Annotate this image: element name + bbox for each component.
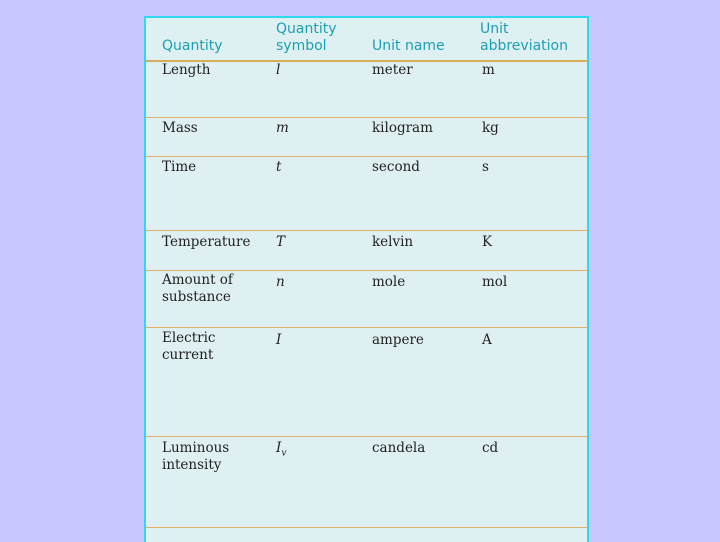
row-divider: [146, 270, 587, 271]
row-unit-name: kilogram: [372, 120, 433, 136]
row-symbol: I: [276, 332, 282, 348]
row-quantity: Temperature: [162, 234, 251, 250]
row-symbol: T: [276, 234, 286, 250]
row-quantity: Mass: [162, 120, 198, 136]
table-header: [146, 18, 587, 60]
row-abbreviation: mol: [482, 274, 508, 290]
row-symbol: n: [276, 274, 285, 290]
header-quantity-symbol: Quantity symbol: [276, 21, 337, 54]
row-unit-name: kelvin: [372, 234, 414, 250]
row-divider: [146, 327, 587, 328]
row-unit-name: mole: [372, 274, 406, 290]
row-symbol: $I_v$: [276, 440, 287, 459]
row-abbreviation: K: [482, 234, 493, 250]
row-divider: [146, 527, 587, 528]
row-abbreviation: cd: [482, 440, 499, 456]
si-units-table: [144, 16, 589, 542]
row-unit-name: ampere: [372, 332, 424, 348]
row-quantity: Length: [162, 62, 211, 78]
header-quantity: Quantity: [162, 38, 223, 54]
row-symbol: m: [276, 120, 289, 136]
row-quantity: Electric current: [162, 330, 216, 363]
row-abbreviation: m: [482, 62, 495, 78]
row-unit-name: meter: [372, 62, 413, 78]
row-divider: [146, 117, 587, 118]
header-unit-abbreviation: Unit abbreviation: [480, 21, 568, 54]
row-abbreviation: kg: [482, 120, 499, 136]
row-divider: [146, 436, 587, 437]
header-unit-name: Unit name: [372, 38, 445, 54]
row-abbreviation: s: [482, 159, 489, 175]
row-divider: [146, 230, 587, 231]
row-divider: [146, 156, 587, 157]
row-symbol: t: [276, 159, 282, 175]
row-abbreviation: A: [482, 332, 492, 348]
row-unit-name: candela: [372, 440, 426, 456]
row-unit-name: second: [372, 159, 420, 175]
row-quantity: Time: [162, 159, 197, 175]
row-quantity: Amount of substance: [162, 272, 233, 305]
row-symbol: l: [276, 62, 281, 78]
row-quantity: Luminous intensity: [162, 440, 230, 473]
